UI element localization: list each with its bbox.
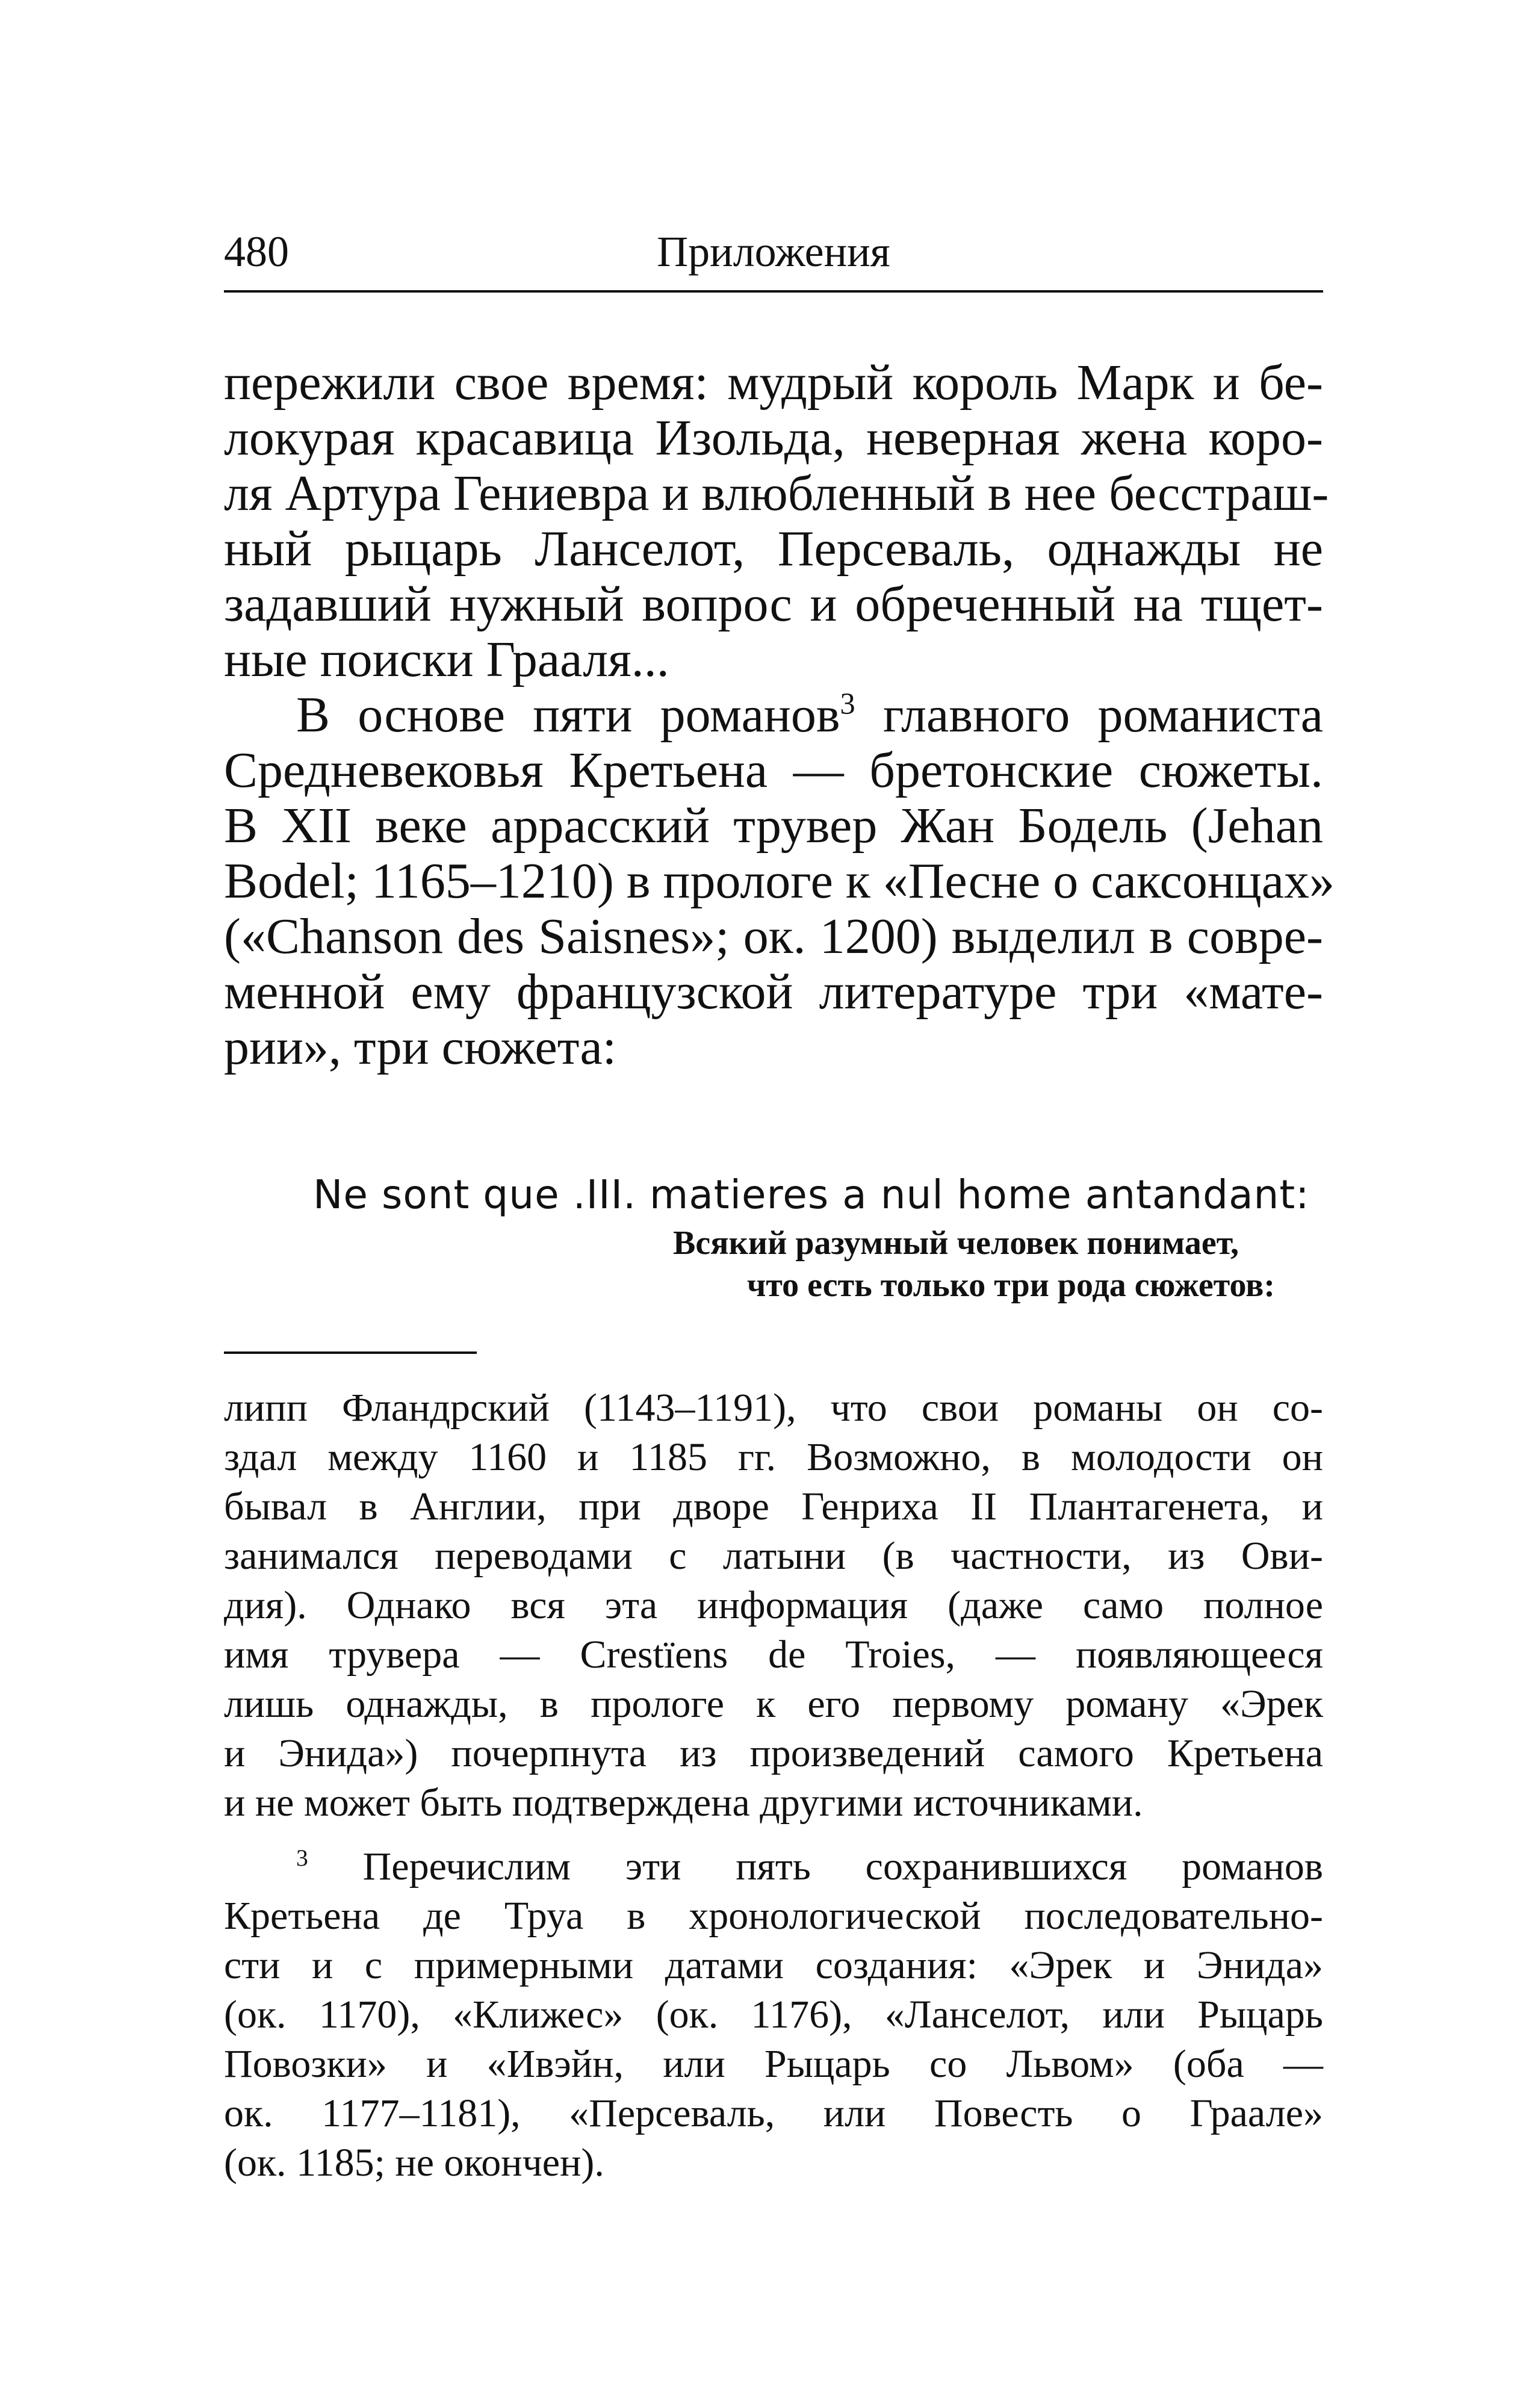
text-line-with-note-ref: [224, 687, 1323, 743]
text-line: («Chanson des Saisnes»; ок. 1200) выделил в совре-: [224, 908, 1323, 964]
footnote-line: занимался переводами с латыни (в частности, из Ови-: [224, 1534, 1323, 1578]
text-fragment: В основе пяти романов: [296, 687, 840, 743]
verse-original: Ne sont que .III. matieres a nul home antandant:: [313, 1171, 1310, 1218]
footnote-3-line: [224, 1842, 1323, 1891]
text-line: Средневековья Кретьена — бретонские сюжеты.: [224, 742, 1323, 798]
footnote-line: липп Фландрский (1143–1191), что свои романы он со-: [224, 1386, 1323, 1430]
running-head: Приложения: [657, 228, 890, 276]
text-line: В XII веке аррасский трувер Жан Бодель (Jehan: [224, 798, 1323, 854]
text-line: ные поиски Грааля...: [224, 631, 669, 687]
footnote-line: дия). Однако вся эта информация (даже само полное: [224, 1583, 1323, 1627]
text-line: ный рыцарь Ланселот, Персеваль, однажды не: [224, 521, 1323, 577]
text-line: менной ему французской литературе три «мате-: [224, 964, 1323, 1020]
footnote-line: Повозки» и «Ивэйн, или Рыцарь со Львом» (оба —: [224, 2042, 1323, 2086]
footnote-line: лишь однажды, в прологе к его первому роману «Эрек: [224, 1682, 1323, 1726]
text-line: задавший нужный вопрос и обреченный на тщет-: [224, 576, 1323, 632]
text-line: ля Артура Гениевра и влюбленный в нее бесстраш-: [224, 465, 1329, 521]
page-number: 480: [224, 228, 289, 276]
footnote-line: здал между 1160 и 1185 гг. Возможно, в молодости он: [224, 1435, 1323, 1479]
page-header: [224, 224, 1323, 293]
text-line: рии», три сюжета:: [224, 1019, 617, 1075]
footnote-line: Кретьена де Труа в хронологической последовательно-: [224, 1894, 1323, 1938]
text-line: пережили свое время: мудрый король Марк и бе-: [224, 355, 1323, 411]
footnote-line: и не может быть подтверждена другими источниками.: [224, 1781, 1143, 1825]
text-line: локурая красавица Изольда, неверная жена коро-: [224, 410, 1323, 466]
footnote-marker: 3: [296, 1845, 308, 1871]
footnote-line: ок. 1177–1181), «Персеваль, или Повесть о Граале»: [224, 2091, 1323, 2135]
footnote-line: (ок. 1170), «Клижес» (ок. 1176), «Ланселот, или Рыцарь: [224, 1993, 1323, 2037]
footnote-line: и Энида») почерпнута из произведений самого Кретьена: [224, 1731, 1323, 1775]
footnote-line: бывал в Англии, при дворе Генриха II Плантагенета, и: [224, 1485, 1323, 1528]
footnote-text: Перечислим эти пять сохранившихся романов: [308, 1845, 1323, 1888]
footnote-line: сти и с примерными датами создания: «Эрек и Энида»: [224, 1943, 1323, 1987]
text-line: Bodel; 1165–1210) в прологе к «Песне о саксонцах»: [224, 853, 1335, 909]
text-fragment: главного романиста: [855, 687, 1323, 743]
footnote-line: (ок. 1185; не окончен).: [224, 2141, 604, 2185]
footnote-line: имя трувера — Crestïens de Troies, — появляющееся: [224, 1633, 1323, 1677]
verse-translation-line: что есть только три рода сюжетов:: [746, 1267, 1275, 1304]
footnote-reference: 3: [840, 687, 855, 721]
verse-translation-line: Всякий разумный человек понимает,: [673, 1224, 1239, 1262]
footnote-divider: [224, 1351, 477, 1354]
